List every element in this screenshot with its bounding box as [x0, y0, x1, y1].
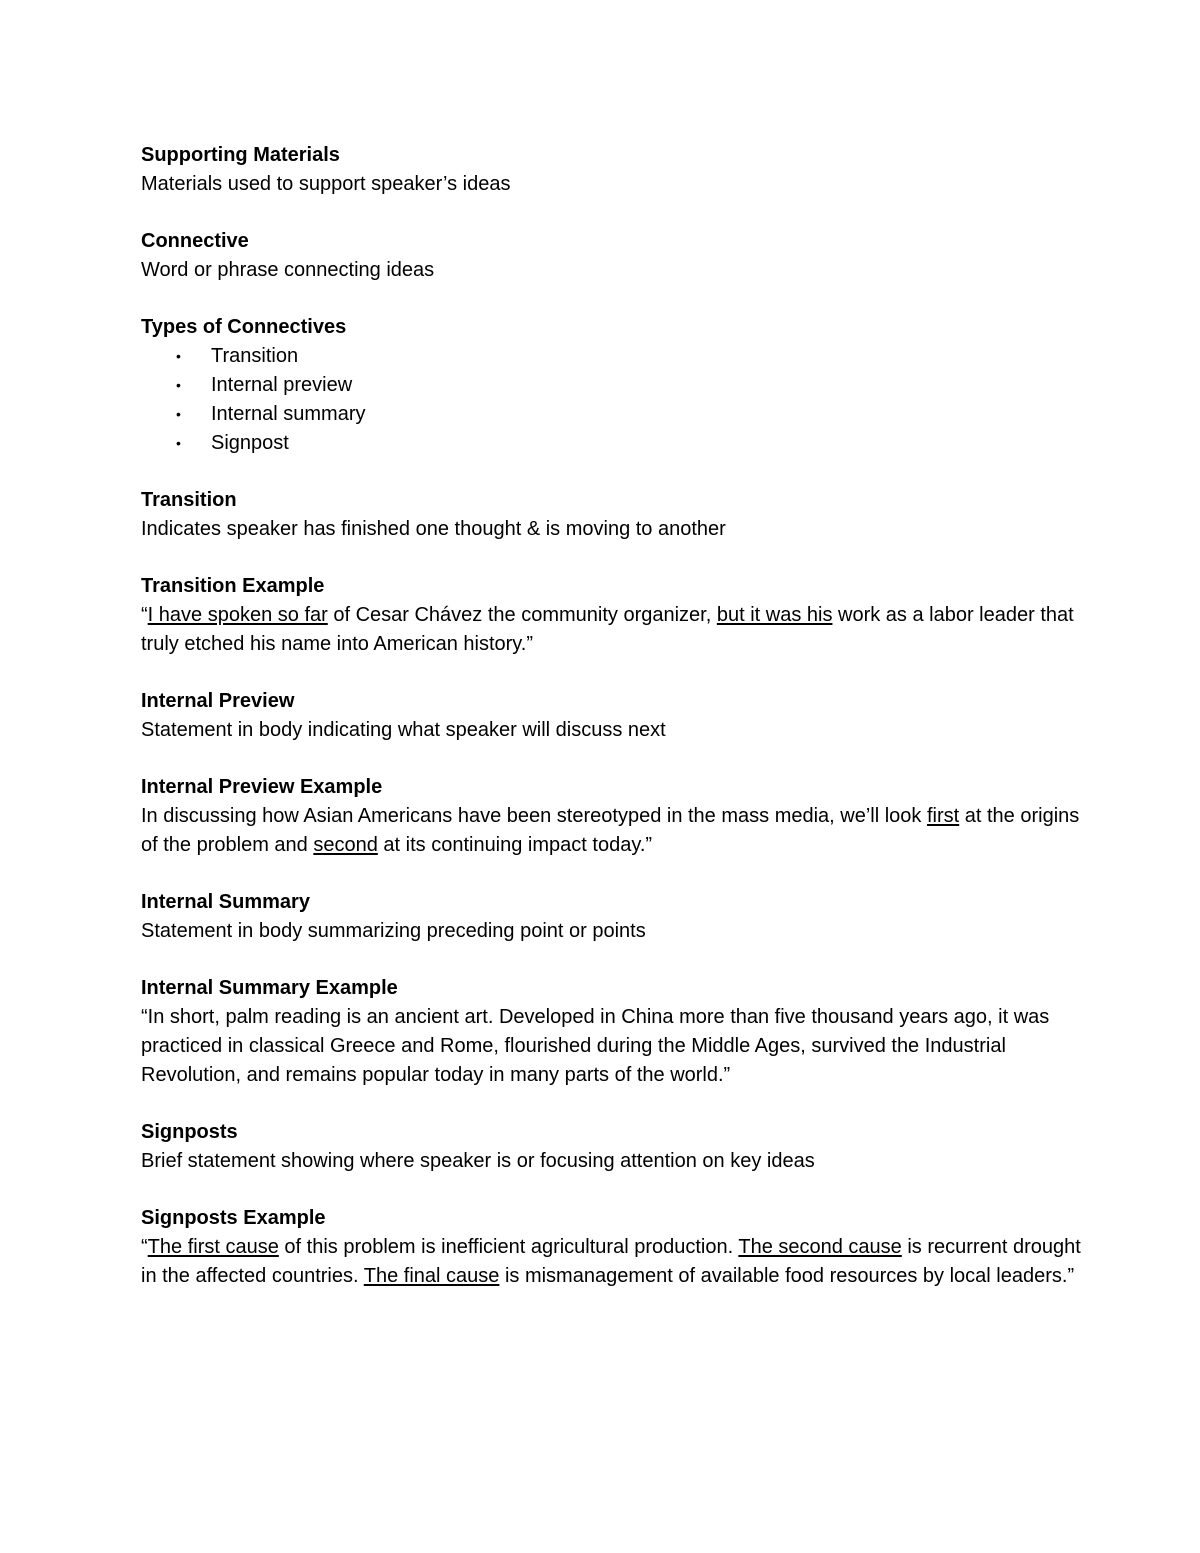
term-heading: Internal Summary Example: [141, 977, 398, 999]
document-page: [141, 141, 1081, 1319]
section-types-of-connectives: [141, 313, 1081, 458]
section-internal-summary: [141, 888, 1081, 946]
example-quote: [141, 1233, 1081, 1291]
term-definition: Brief statement showing where speaker is or focusing attention on key ideas: [141, 1150, 815, 1172]
open-quote: “: [141, 604, 148, 626]
term-heading: Connective: [141, 230, 249, 252]
bullet-icon: •: [176, 377, 181, 393]
underlined-phrase: The first cause: [147, 1236, 279, 1258]
section-internal-summary-example: [141, 974, 1081, 1090]
example-quote: [141, 802, 1081, 860]
list-item-label: Internal preview: [211, 374, 353, 396]
term-heading: Supporting Materials: [141, 144, 340, 166]
term-definition: Statement in body summarizing preceding point or points: [141, 920, 646, 942]
section-internal-preview: [141, 687, 1081, 745]
section-supporting-materials: [141, 141, 1081, 199]
underlined-phrase: I have spoken so far: [147, 604, 328, 626]
term-heading: Transition: [141, 489, 237, 511]
term-heading: Types of Connectives: [141, 316, 347, 338]
section-signposts: [141, 1118, 1081, 1176]
underlined-phrase: but it was his: [716, 604, 833, 626]
term-definition: Word or phrase connecting ideas: [141, 259, 435, 281]
list-item: [141, 400, 1081, 429]
underlined-phrase: first: [926, 805, 960, 827]
quote-text: is mismanagement of available food resources by local leaders.”: [499, 1265, 1075, 1287]
term-definition: Statement in body indicating what speaker will discuss next: [141, 719, 666, 741]
term-definition: Materials used to support speaker’s ideas: [141, 173, 511, 195]
list-item: [141, 429, 1081, 458]
term-heading: Signposts Example: [141, 1207, 326, 1229]
underlined-phrase: The final cause: [363, 1265, 500, 1287]
quote-text: at the origins of the problem and: [141, 805, 1080, 856]
section-transition-example: [141, 572, 1081, 659]
quote-text: In discussing how Asian Americans have been stereotyped in the mass media, we’ll look: [141, 805, 927, 827]
bullet-icon: •: [176, 348, 181, 364]
quote-text: of this problem is inefficient agricultural production.: [278, 1236, 739, 1258]
list-item: [141, 342, 1081, 371]
term-heading: Internal Preview: [141, 690, 295, 712]
quote-text: is recurrent drought in the affected countries.: [141, 1236, 1081, 1287]
term-heading: Signposts: [141, 1121, 238, 1143]
underlined-phrase: The second cause: [738, 1236, 902, 1258]
section-internal-preview-example: [141, 773, 1081, 860]
term-heading: Transition Example: [141, 575, 325, 597]
list-item-label: Signpost: [211, 432, 289, 454]
bullet-icon: •: [176, 435, 181, 451]
underlined-phrase: second: [313, 834, 378, 856]
term-heading: Internal Summary: [141, 891, 310, 913]
quote-text: at its continuing impact today.”: [377, 834, 653, 856]
section-signposts-example: [141, 1204, 1081, 1291]
quote-text: of Cesar Chávez the community organizer,: [327, 604, 717, 626]
example-quote: “In short, palm reading is an ancient art. Developed in China more than five thousand years ago, it was practiced in classical Greece and Rome, flourished during the Middle Ages, survived the Industrial Revolution, and remains popular today in many parts of the world.”: [141, 1006, 1050, 1086]
list-item-label: Transition: [211, 345, 299, 367]
term-heading: Internal Preview Example: [141, 776, 383, 798]
open-quote: “: [141, 1236, 148, 1258]
section-transition: [141, 486, 1081, 544]
quote-text: work as a labor leader that truly etched his name into American history.”: [141, 604, 1074, 655]
section-connective: [141, 227, 1081, 285]
term-definition: Indicates speaker has finished one thought & is moving to another: [141, 518, 726, 540]
connective-types-list: [141, 342, 1081, 458]
bullet-icon: •: [176, 406, 181, 422]
example-quote: [141, 601, 1081, 659]
list-item-label: Internal summary: [211, 403, 366, 425]
list-item: [141, 371, 1081, 400]
